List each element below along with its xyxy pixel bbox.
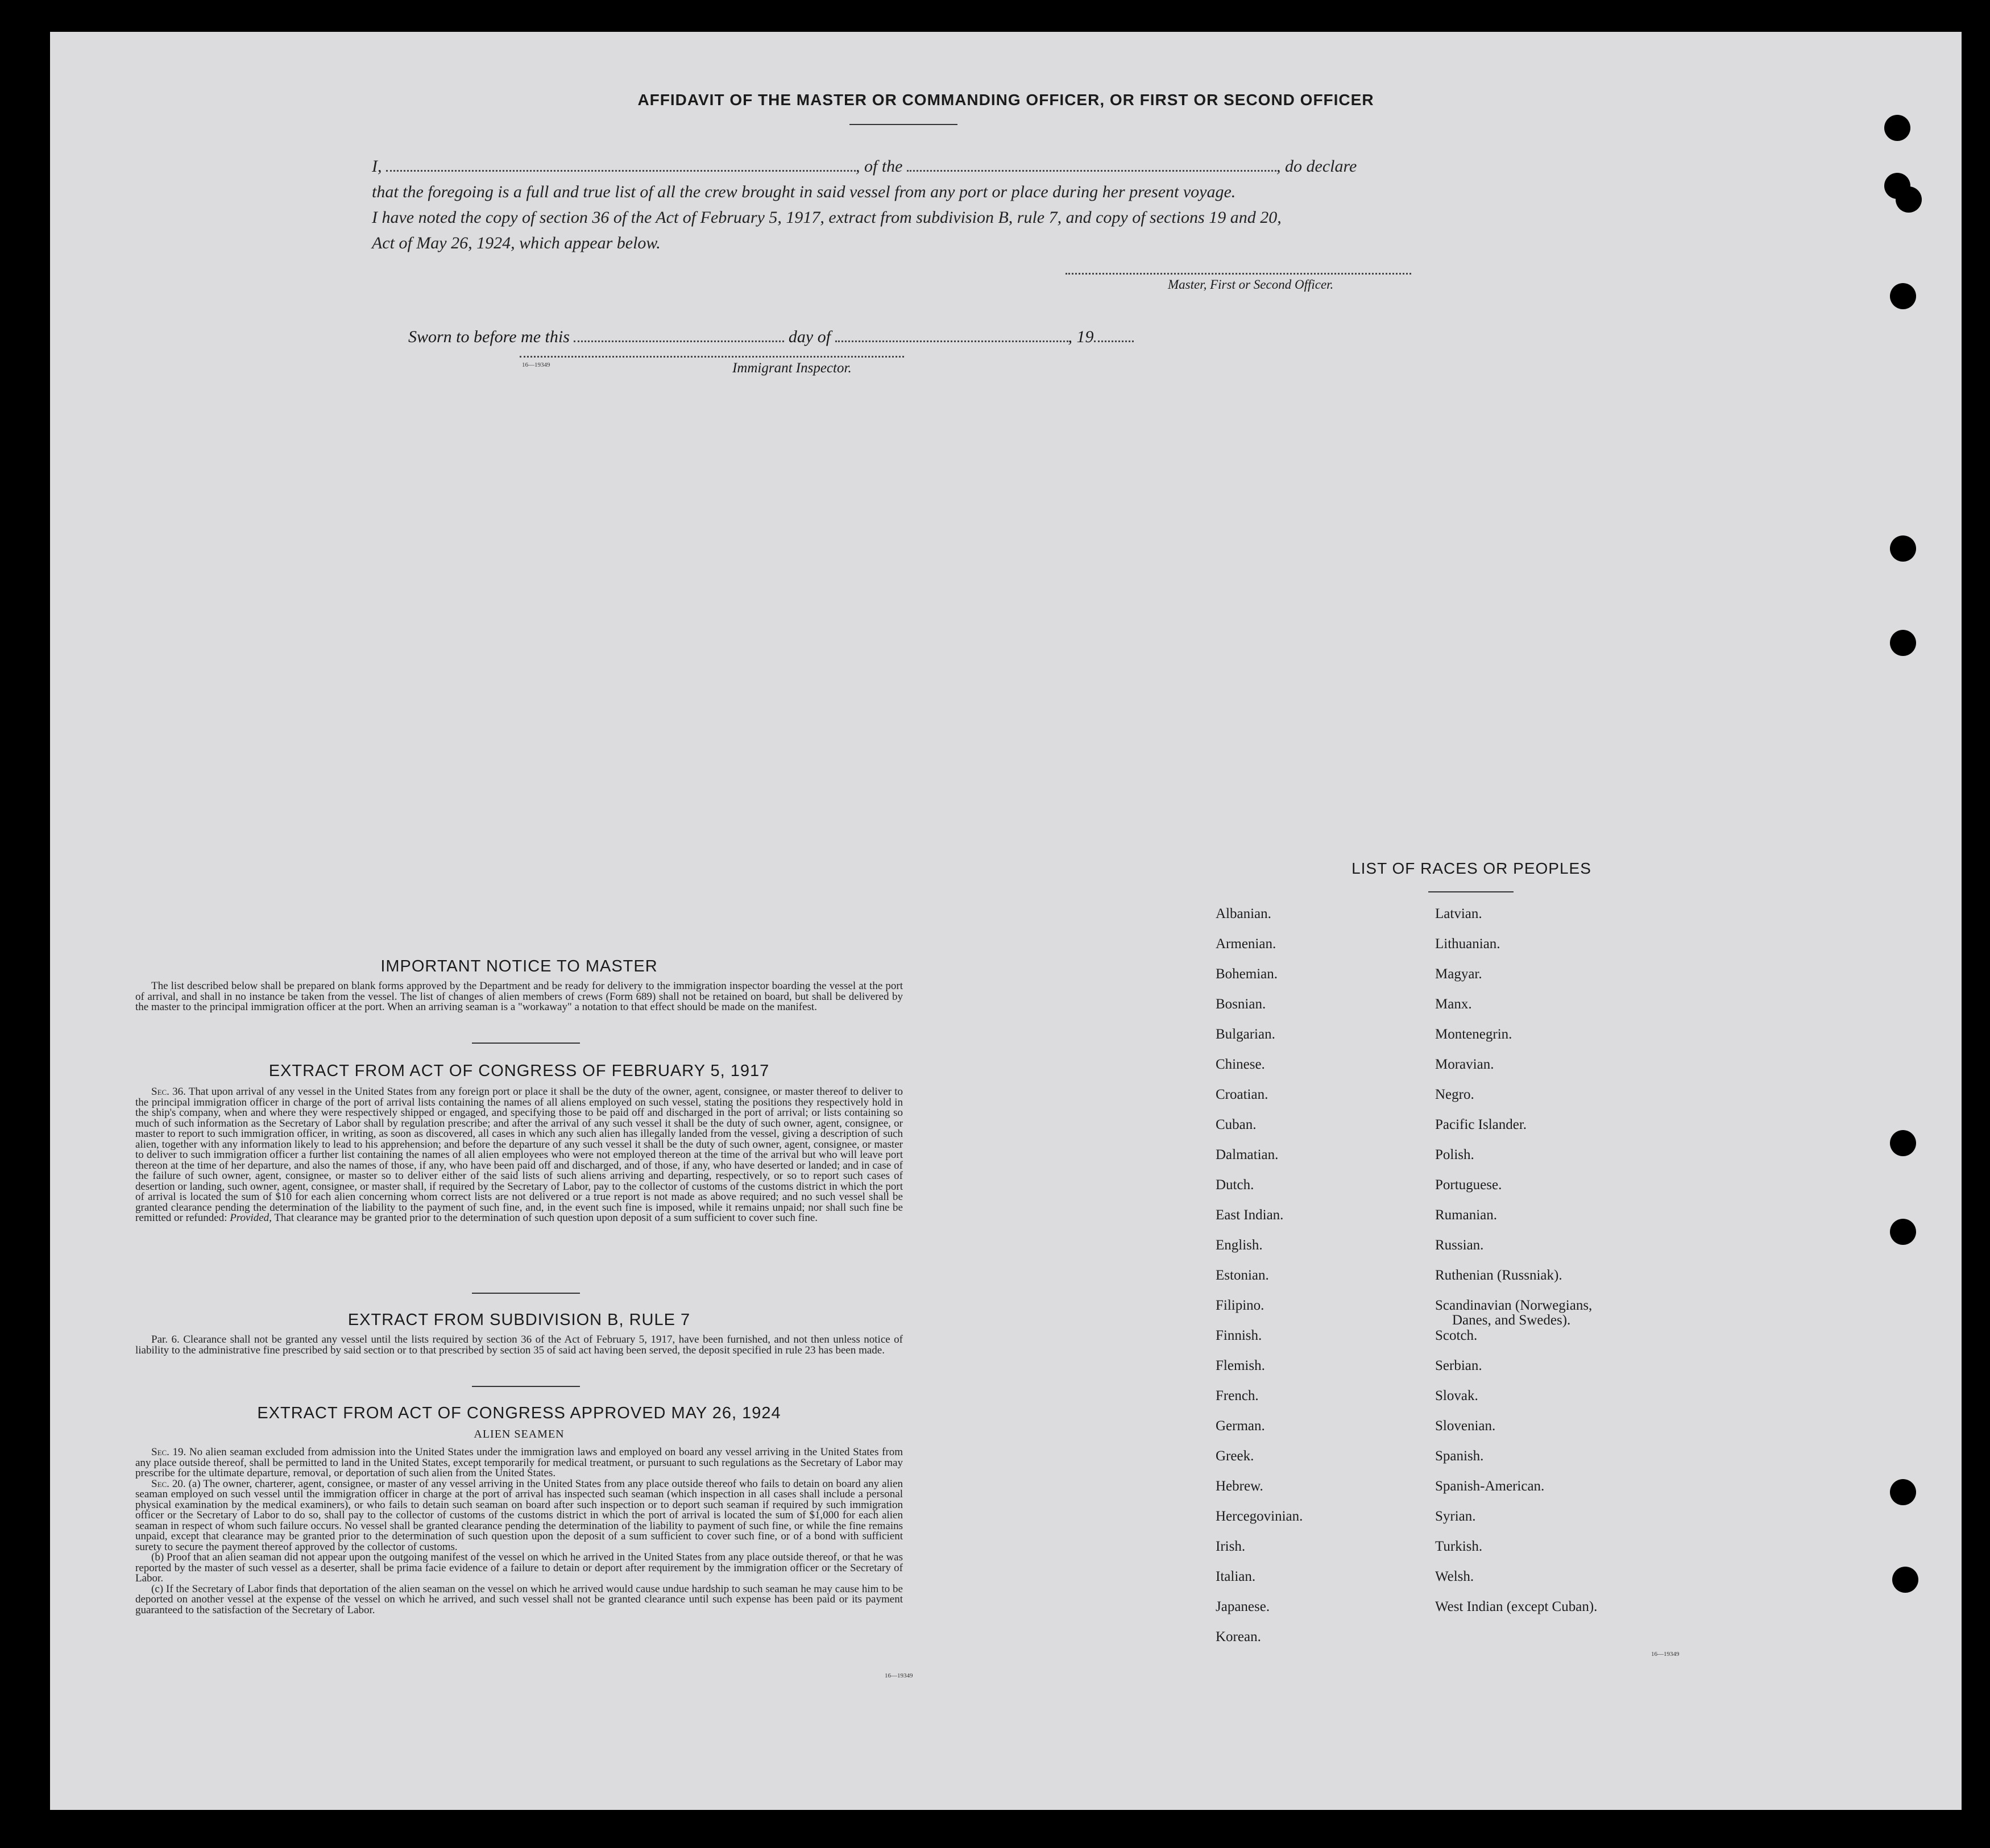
races-right-column: [1435, 906, 1597, 1629]
race-item: French.: [1216, 1388, 1259, 1403]
race-item: Hebrew.: [1216, 1479, 1263, 1494]
race-item: Slovak.: [1435, 1388, 1478, 1403]
punch-hole: [1890, 283, 1916, 309]
race-item: Spanish-American.: [1435, 1479, 1545, 1494]
race-item: Albanian.: [1216, 906, 1271, 921]
affidavit-title: AFFIDAVIT OF THE MASTER OR COMMANDING OFFICER, OR FIRST OR SECOND OFFICER: [637, 91, 1374, 109]
race-item: Danes, and Swedes).: [1452, 1313, 1571, 1328]
race-item: Latvian.: [1435, 906, 1482, 921]
race-item: Spanish.: [1435, 1448, 1484, 1464]
extract-1917-rule: [472, 1293, 580, 1294]
race-item: Filipino.: [1216, 1298, 1265, 1313]
races-form-number: 16—19349: [1651, 1651, 1680, 1658]
race-item: Syrian.: [1435, 1509, 1476, 1524]
section-36-text: That upon arrival of any vessel in the United States from any foreign port or place it shall be the duty of the owner, agent, consignee, or master thereof to deliver to the principal immigration officer in charge of the port of arrival lists containing the names of all aliens employed on such vessel, stating the positions they respectively hold in the ship's company, when and where they were respectively shipped or engaged, and specifying those to be paid off and discharged in the port of arrival; or lists containing so much of such information as the Secretary of Labor shall by regulation prescribe; and after the arrival of any such vessel it shall be the duty of such owner, agent, consignee, or master to report to such immigration officer, in writing, as soon as discovered, all cases in which any such alien has illegally landed from the vessel, giving a description of such alien, together with any information likely to lead to his apprehension; and before the departure of any such vessel it shall be the duty of such owner, agent, consignee, or master to deliver to such immigration officer a further list containing the names of all alien employees who were not employed thereon at the time of the arrival but who will leave port thereon at the time of her departure, and also the names of those, if any, who have been paid off and discharged, and of those, if any, who have deserted or landed; and in case of the failure of such owner, agent, consignee, or master so to deliver either of the said lists of such aliens arriving and departing, respectively, or so to report such cases of desertion or landing, such owner, agent, consignee, or master shall, if required by the Secretary of Labor, pay to the collector of customs of the customs district in which the port of arrival is located the sum of $10 for each alien concerning whom correct lists are not delivered or a true report is not made as above required; and no such vessel shall be granted clearance pending the determination of the liability to the payment of such fine, and, in the event such fine is imposed, while it remains unpaid; nor shall such fine be remitted or refunded:: [135, 1086, 903, 1224]
rule7-title: EXTRACT FROM SUBDIVISION B, RULE 7: [347, 1311, 691, 1329]
affidavit-line-4: Act of May 26, 1924, which appear below.: [372, 234, 661, 252]
sworn-year-prefix: , 19: [1068, 327, 1094, 346]
master-signature-line[interactable]: [1066, 273, 1411, 275]
race-item: Manx.: [1435, 996, 1472, 1012]
race-item: Cuban.: [1216, 1117, 1257, 1132]
sworn-month-field[interactable]: [835, 340, 1068, 342]
punch-hole: [1890, 630, 1916, 656]
race-item: Croatian.: [1216, 1087, 1268, 1102]
race-item: Bosnian.: [1216, 996, 1266, 1012]
punch-hole: [1890, 1130, 1916, 1156]
race-item: Negro.: [1435, 1087, 1474, 1102]
race-item: Moravian.: [1435, 1057, 1494, 1072]
section-19-text: No alien seaman excluded from admission into the United States under the immigration laws and employed on board any vessel arriving in the United States from any place outside thereof, shall be permitted to land in the United States, except temporarily for medical treatment, or pursuant to such regulations as the Secretary of Labor may prescribe for the ultimate departure, removal, or deportation of such alien from the United States.: [135, 1446, 903, 1479]
race-item: Turkish.: [1435, 1539, 1483, 1554]
races-left-column: [1216, 906, 1303, 1659]
section-36-label: Sec. 36.: [151, 1086, 186, 1098]
affidavit-form-number: 16—19349: [522, 362, 550, 368]
race-item: Finnish.: [1216, 1328, 1262, 1343]
section-36-provided: Provided,: [230, 1212, 272, 1224]
race-item: Lithuanian.: [1435, 936, 1500, 952]
race-item: West Indian (except Cuban).: [1435, 1599, 1598, 1614]
race-item: Scandinavian (Norwegians,: [1435, 1298, 1593, 1313]
sworn-day-field[interactable]: [574, 340, 784, 342]
affidavit-title-rule: [849, 124, 957, 125]
race-item: Ruthenian (Russniak).: [1435, 1268, 1562, 1283]
section-19-label: Sec. 19.: [151, 1446, 186, 1458]
affidavit-line-1: [372, 153, 1489, 179]
race-item: Russian.: [1435, 1237, 1484, 1253]
vessel-name-field[interactable]: [907, 170, 1276, 172]
sworn-year-field[interactable]: [1094, 340, 1134, 342]
section-20a: [135, 1479, 903, 1553]
race-item: Polish.: [1435, 1147, 1474, 1162]
extract-1924-form-number: 16—19349: [885, 1672, 913, 1679]
punch-hole: [1890, 1479, 1916, 1505]
race-item: Montenegrin.: [1435, 1027, 1512, 1042]
notice-title: IMPORTANT NOTICE TO MASTER: [380, 957, 658, 975]
race-item: Estonian.: [1216, 1268, 1269, 1283]
rule7-body: Par. 6. Clearance shall not be granted any vessel until the lists required by section 36 of the Act of February 5, 1917, have been furnished, and not then unless notice of liability to the administrative fine prescribed by said section or to that prescribed by section 35 of said act having been served, the deposit specified in rule 23 has been made.: [135, 1334, 903, 1356]
sworn-line: [408, 327, 1134, 347]
punch-hole: [1896, 186, 1922, 213]
punch-hole: [1890, 535, 1916, 562]
extract-1917-title: EXTRACT FROM ACT OF CONGRESS OF FEBRUARY 5, 1917: [268, 1062, 770, 1080]
sworn-before-label: Sworn to before me this: [408, 327, 570, 346]
affidavit-line-3: I have noted the copy of section 36 of the Act of February 5, 1917, extract from subdivision B, rule 7, and copy of sections 19 and 20,: [372, 208, 1282, 227]
race-item: Dalmatian.: [1216, 1147, 1279, 1162]
master-signature-label: Master, First or Second Officer.: [1168, 277, 1334, 292]
rule7-rule: [472, 1386, 580, 1387]
race-item: Irish.: [1216, 1539, 1246, 1554]
race-item: Chinese.: [1216, 1057, 1265, 1072]
section-20c: (c) If the Secretary of Labor finds that deportation of the alien seaman on the vessel on which he arrived would cause undue hardship to such seaman he may cause him to be deported on another vessel at the expense of the vessel on which he arrived, and such vessel shall not be granted clearance until such expense has been paid or its payment guaranteed to the satisfaction of the Secretary of Labor.: [135, 1583, 903, 1616]
race-item: Dutch.: [1216, 1177, 1254, 1193]
race-item: Bulgarian.: [1216, 1027, 1275, 1042]
race-item: Rumanian.: [1435, 1207, 1498, 1223]
race-item: Magyar.: [1435, 966, 1482, 982]
section-20-label: Sec. 20.: [151, 1477, 186, 1490]
races-title-rule: [1428, 891, 1514, 892]
race-item: Japanese.: [1216, 1599, 1270, 1614]
section-19: [135, 1447, 903, 1479]
extract-1924-body: [135, 1447, 903, 1616]
race-item: German.: [1216, 1418, 1265, 1434]
section-20b: (b) Proof that an alien seaman did not appear upon the outgoing manifest of the vessel on which he arrived in the United States from any place outside thereof, or that he was reported by the master of such vessel as a deserter, shall be prima facie evidence of a failure to detain or deport after requirement by the immigration officer or the Secretary of Labor.: [135, 1551, 903, 1584]
extract-1924-title: EXTRACT FROM ACT OF CONGRESS APPROVED MAY 26, 1924: [257, 1404, 781, 1422]
affidavit-declaration: [372, 153, 1489, 256]
race-item: Italian.: [1216, 1569, 1256, 1584]
document-sheet: [50, 32, 1962, 1810]
inspector-label: Immigrant Inspector.: [732, 360, 852, 376]
race-item: Pacific Islander.: [1435, 1117, 1527, 1132]
notice-rule: [472, 1043, 580, 1044]
affidavit-i: I,: [372, 157, 382, 176]
extract-1917-body: [135, 1087, 903, 1224]
race-item: Flemish.: [1216, 1358, 1265, 1373]
race-item: Slovenian.: [1435, 1418, 1496, 1434]
inspector-signature-line[interactable]: [520, 356, 904, 358]
alien-seamen-subtitle: ALIEN SEAMEN: [474, 1428, 565, 1440]
punch-hole: [1884, 115, 1910, 141]
affidavit-of-the: , of the: [856, 157, 903, 176]
affiant-name-field[interactable]: [386, 170, 856, 172]
race-item: Bohemian.: [1216, 966, 1278, 982]
section-36-tail: That clearance may be granted prior to the determination of such question upon deposit of a sum sufficient to cover such fine.: [274, 1212, 818, 1224]
notice-body: The list described below shall be prepared on blank forms approved by the Department and be ready for delivery to the immigration inspector boarding the vessel at the port of arrival, and shall in no instance be taken from the vessel. The list of changes of alien members of crews (Form 689) shall not be retained on board, but shall be delivered by the master to the principal immigration officer at the port. When an arriving seaman is a "workaway" a notation to that effect should be made on the manifest.: [135, 980, 903, 1013]
punch-hole: [1892, 1567, 1918, 1593]
race-item: Scotch.: [1435, 1328, 1478, 1343]
race-item: Serbian.: [1435, 1358, 1482, 1373]
sworn-day-of-label: day of: [788, 327, 831, 346]
section-20a-text: (a) The owner, charterer, agent, consignee, or master of any vessel arriving in the United States from any place outside thereof who fails to detain on board any alien seaman employed on such vessel until the immigration officer in charge at the port of arrival has inspected such seaman (which inspection in all cases shall include a personal physical examination by the medical examiners), or who fails to detain such seaman on board after such inspection or to deport such seaman if required by such immigration officer or the Secretary of Labor to do so, shall pay to the collector of customs of the customs district in which the port of arrival is located the sum of $1,000 for each alien seaman in respect of whom such failure occurs. No vessel shall be granted clearance pending the determination of the liability to payment of such fine, or while the fine remains unpaid, except that clearance may be granted prior to the determination of such question upon the deposit of a sum sufficient to cover such fine, or of a bond with sufficient surety to secure the payment thereof approved by the collector of customs.: [135, 1477, 903, 1553]
race-item: Greek.: [1216, 1448, 1254, 1464]
race-item: Armenian.: [1216, 936, 1276, 952]
race-item: Korean.: [1216, 1629, 1261, 1644]
punch-hole: [1890, 1219, 1916, 1245]
race-item: Hercegovinian.: [1216, 1509, 1303, 1524]
affidavit-do-declare: , do declare: [1276, 157, 1357, 176]
race-item: Portuguese.: [1435, 1177, 1502, 1193]
race-item: Welsh.: [1435, 1569, 1474, 1584]
races-title: LIST OF RACES OR PEOPLES: [1351, 859, 1591, 877]
affidavit-line-2: that the foregoing is a full and true list of all the crew brought in said vessel from any port or place during her present voyage.: [372, 182, 1236, 201]
race-item: East Indian.: [1216, 1207, 1284, 1223]
race-item: English.: [1216, 1237, 1263, 1253]
